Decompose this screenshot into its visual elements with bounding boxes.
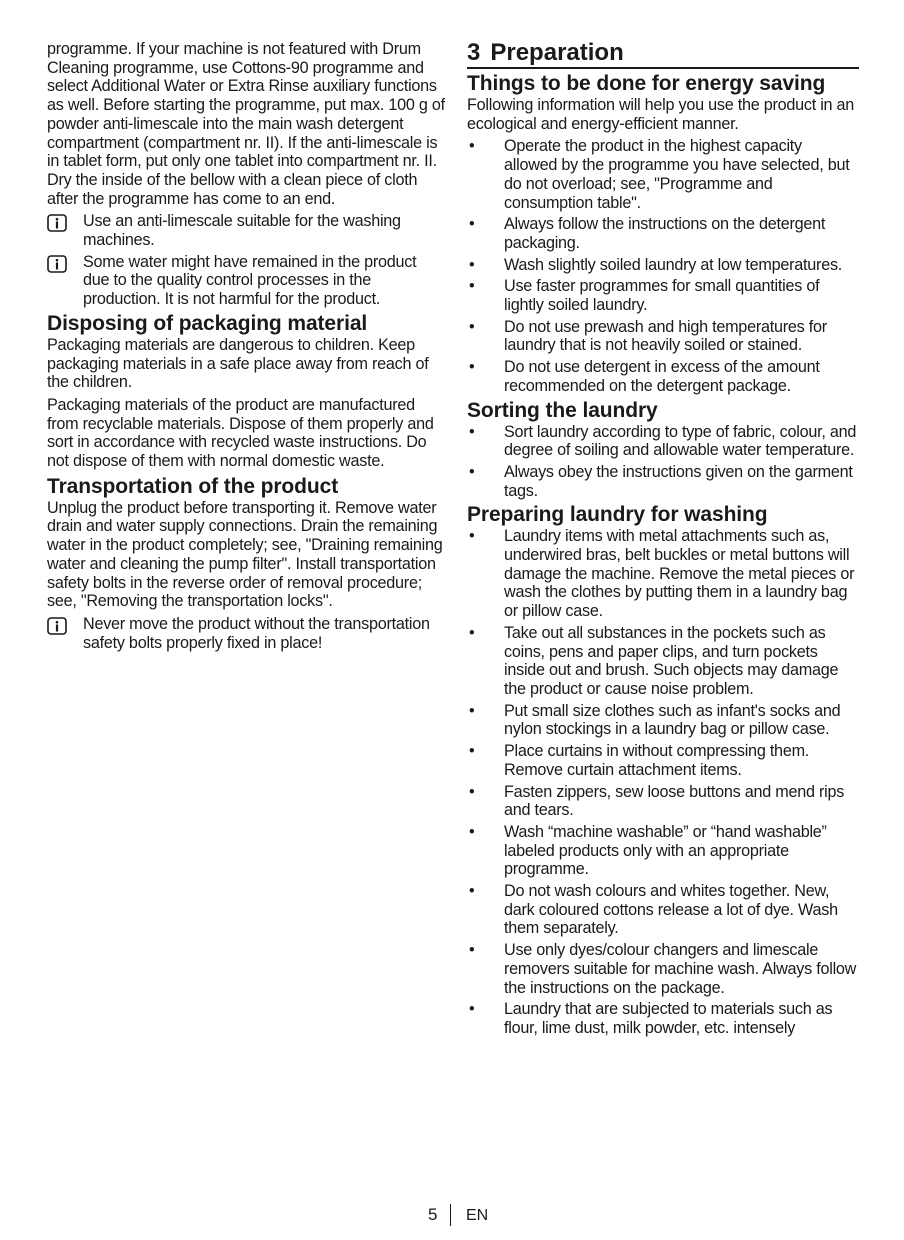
list-item-text: Place curtains in without compressing them. Remove curtain attachment items.: [504, 742, 810, 779]
bullet-marker: •: [469, 277, 475, 296]
bullet-marker: •: [469, 822, 475, 841]
note-residual-water: [47, 253, 445, 309]
heading-sorting: Sorting the laundry: [467, 398, 658, 422]
note-text: Never move the product without the transportation safety bolts properly fixed in place!: [83, 614, 430, 652]
list-item: [467, 277, 859, 314]
info-icon: [47, 615, 83, 652]
heading-transportation: Transportation of the product: [47, 474, 339, 498]
list-item: [467, 527, 859, 621]
bullet-marker: •: [469, 701, 475, 720]
list-item-text: Laundry items with metal attachments such as, underwired bras, belt buckles or metal buttons will damage the machine. Remove the metal pieces or wash the clothes by putting them in a laundry bag or pillow case.: [504, 527, 855, 621]
list-item: [467, 783, 859, 820]
list-item-text: Wash slightly soiled laundry at low temperatures.: [504, 255, 843, 274]
bullet-marker: •: [469, 255, 475, 274]
bullet-marker: •: [469, 422, 475, 441]
bullet-marker: •: [469, 317, 475, 336]
list-item: [467, 702, 859, 739]
intro-paragraph: programme. If your machine is not featured with Drum Cleaning programme, use Cottons-90 programme and select Additional Water or Extra Rinse auxiliary functions as well. Before starting the programme, put max. 100 g of powder anti-limescale into the main wash detergent compartment (compartment nr. II). If the anti-limescale is in tablet form, put only one tablet into compartment nr. II. Dry the inside of the bellow with a clean piece of cloth after the programme has come to an end.: [47, 40, 445, 208]
list-item: [467, 137, 859, 212]
energy-intro: Following information will help you use the product in an ecological and energy-efficient manner.: [467, 96, 855, 133]
chapter-title-text: Preparation: [490, 39, 624, 66]
list-item-text: Do not wash colours and whites together. New, dark coloured cottons release a lot of dye. Wash them separately.: [504, 882, 838, 938]
list-item: [467, 882, 859, 938]
note-text: Some water might have remained in the product due to the quality control processes in the production. It is not harmful for the product.: [83, 252, 417, 309]
note-transport-bolts: [47, 615, 445, 652]
energy-list: [467, 137, 859, 395]
list-item: [467, 624, 859, 699]
list-item-text: Laundry that are subjected to materials such as flour, lime dust, milk powder, etc. intensely: [504, 1000, 833, 1037]
note-text: Use an anti-limescale suitable for the washing machines.: [83, 212, 401, 250]
packaging-paragraph-2: Packaging materials of the product are manufactured from recyclable materials. Dispose of them properly and sort in accordance with recycled waste instructions. Do not dispose of them with normal domestic waste.: [47, 395, 434, 471]
list-item-text: Use faster programmes for small quantities of lightly soiled laundry.: [504, 277, 820, 315]
preparing-list: [467, 527, 859, 1037]
bullet-marker: •: [469, 137, 475, 156]
list-item-text: Operate the product in the highest capacity allowed by the programme you have selected, but do not overload; see, "Programme and consumption table".: [504, 137, 850, 212]
list-item: [467, 1000, 859, 1037]
list-item-text: Take out all substances in the pockets such as coins, pens and paper clips, and turn pockets inside out and brush. Such objects may damage the product or cause noise problem.: [504, 623, 839, 698]
bullet-marker: •: [469, 527, 475, 546]
list-item-text: Use only dyes/colour changers and limescale removers suitable for machine wash. Always follow the instructions on the package.: [504, 941, 857, 997]
list-item-text: Always follow the instructions on the detergent packaging.: [504, 215, 826, 252]
list-item-text: Fasten zippers, sew loose buttons and mend rips and tears.: [504, 782, 845, 820]
list-item-text: Always obey the instructions given on the garment tags.: [504, 462, 853, 500]
left-column: [47, 40, 445, 655]
heading-preparing: Preparing laundry for washing: [467, 503, 768, 527]
bullet-marker: •: [469, 882, 475, 901]
bullet-marker: •: [469, 623, 475, 642]
list-item-text: Do not use prewash and high temperatures for laundry that is not heavily soiled or stained.: [504, 317, 827, 355]
sorting-list: [467, 423, 859, 501]
list-item-text: Put small size clothes such as infant's socks and nylon stockings in a laundry bag or pillow case.: [504, 701, 841, 739]
bullet-marker: •: [469, 358, 475, 377]
list-item-text: Sort laundry according to type of fabric, colour, and degree of soiling and allowable water temperature.: [504, 422, 857, 460]
list-item: [467, 215, 859, 252]
bullet-marker: •: [469, 941, 475, 960]
info-icon: [47, 253, 83, 309]
list-item: [467, 318, 859, 355]
bullet-marker: •: [469, 1000, 475, 1019]
heading-packaging: Disposing of packaging material: [47, 311, 368, 335]
list-item: [467, 742, 859, 779]
bullet-marker: •: [469, 742, 475, 761]
heading-energy-saving: Things to be done for energy saving: [467, 72, 826, 95]
list-item: [467, 941, 859, 997]
right-column: [467, 40, 859, 1041]
footer-divider: [450, 1204, 451, 1226]
bullet-marker: •: [469, 782, 475, 801]
bullet-marker: •: [469, 462, 475, 481]
info-icon: [47, 212, 83, 249]
transport-paragraph: Unplug the product before transporting it. Remove water drain and water supply connections. Drain the remaining water in the product completely; see, "Draining remaining water and cleaning the pump filter". Install transportation safety bolts in the reverse order of removal procedure; see, "Removing the transportation locks".: [47, 498, 443, 611]
list-item: [467, 358, 859, 395]
list-item: [467, 463, 859, 500]
language-code: EN: [466, 1207, 489, 1224]
page-footer: [0, 1204, 904, 1228]
list-item: [467, 256, 859, 275]
list-item-text: Wash “machine washable” or “hand washable” labeled products only with an appropriate programme.: [504, 822, 827, 879]
list-item-text: Do not use detergent in excess of the amount recommended on the detergent package.: [504, 358, 820, 395]
bullet-marker: •: [469, 215, 475, 234]
note-anti-limescale: [47, 212, 445, 249]
packaging-paragraph-1: Packaging materials are dangerous to children. Keep packaging materials in a safe place away from reach of the children.: [47, 335, 429, 392]
chapter-title: [467, 40, 859, 69]
page-number: 5: [428, 1205, 438, 1224]
list-item: [467, 823, 859, 879]
chapter-number: 3: [467, 39, 481, 66]
list-item: [467, 423, 859, 460]
